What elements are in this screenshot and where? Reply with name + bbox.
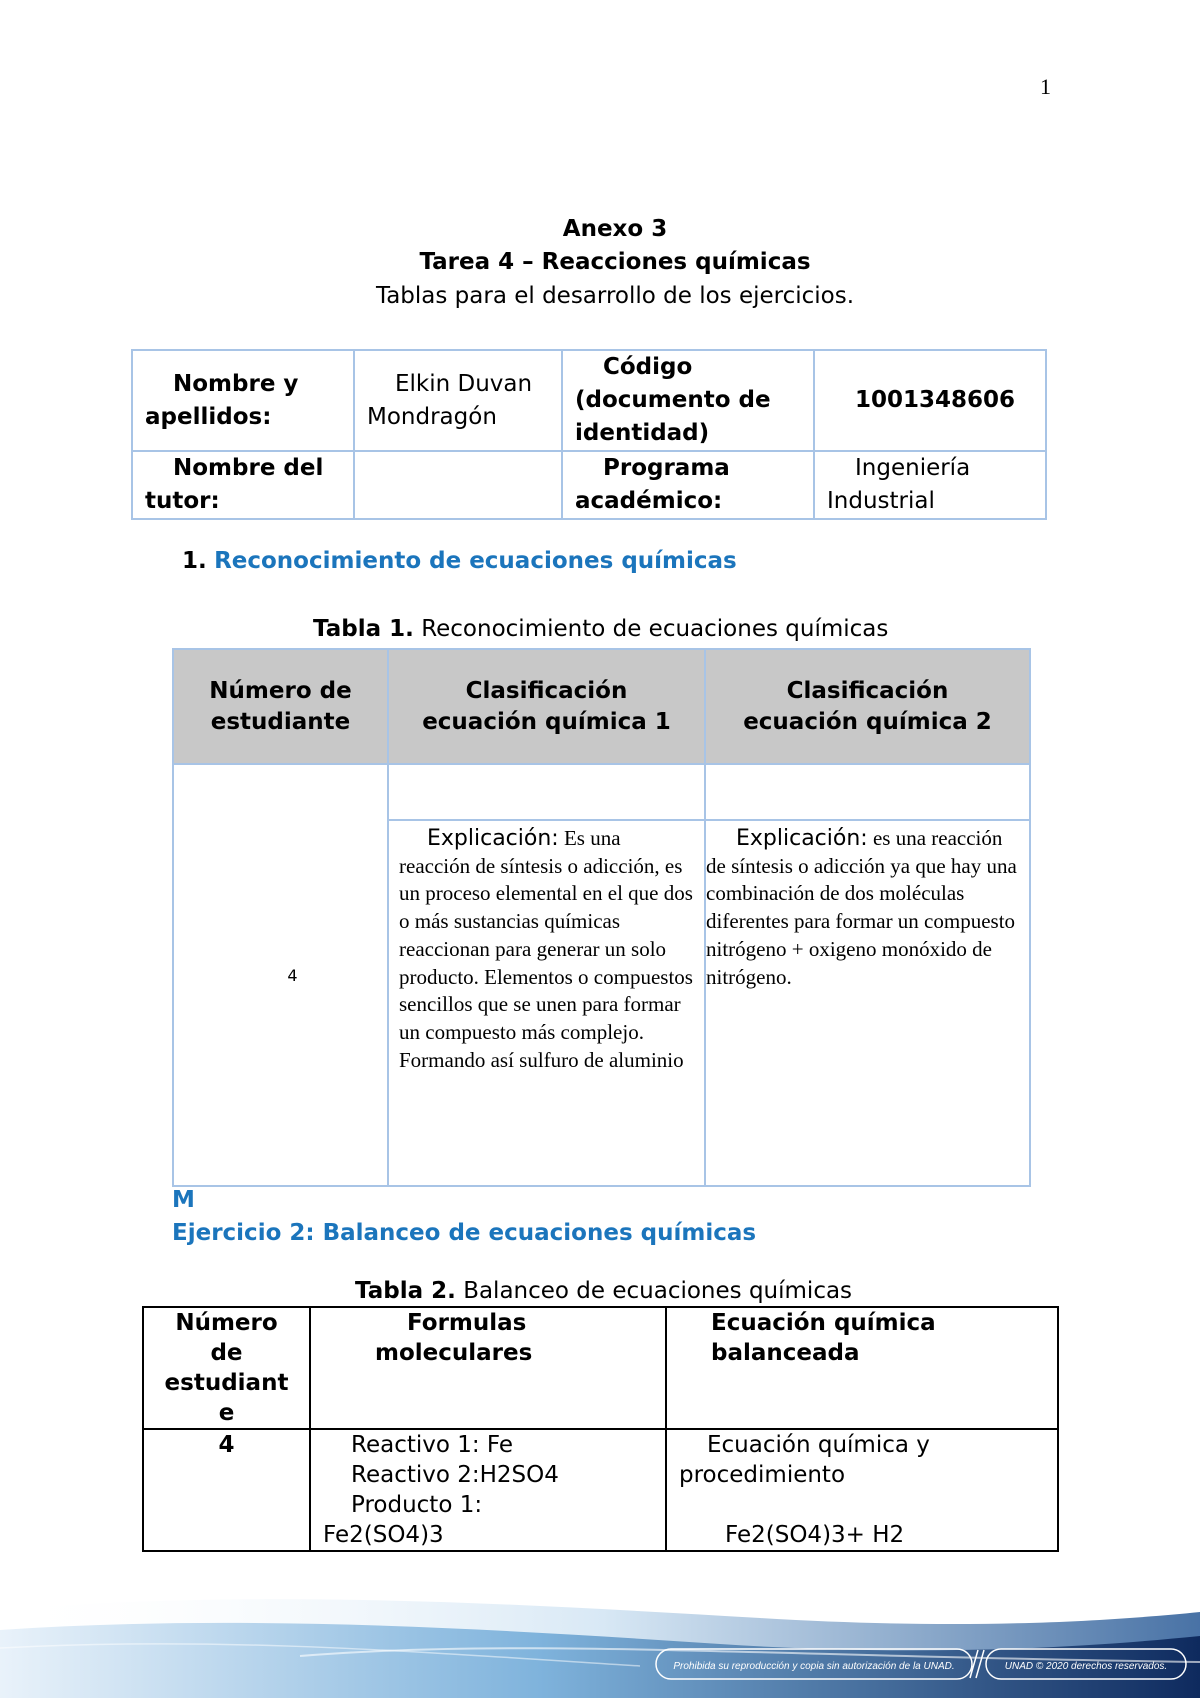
page-number: 1	[1040, 74, 1051, 99]
table-1-student-cell	[173, 764, 388, 1186]
stray-letter: M	[172, 1187, 195, 1213]
table-2-header-formulas-line-2: moleculares	[375, 1340, 533, 1366]
tutor-label: Nombre del tutor:	[145, 455, 324, 514]
tutor-value-cell	[354, 451, 562, 519]
table-1-eq2-explanation-cell	[705, 820, 1030, 1186]
name-value-cell	[354, 350, 562, 451]
table-2-header-student-line-1: Número	[175, 1310, 278, 1336]
section-2-title: Ejercicio 2: Balanceo de ecuaciones químicas	[172, 1220, 757, 1246]
program-value-cell	[814, 451, 1046, 519]
table-1-eq2-explanation-label: Explicación:	[736, 826, 868, 851]
code-value-cell	[814, 350, 1046, 451]
table-1-caption-text: Reconocimiento de ecuaciones químicas	[421, 616, 889, 642]
table-1-eq1-explanation-cell	[388, 820, 705, 1186]
table-1-header-student-text: Número de estudiante	[209, 677, 352, 735]
table-2-header-student	[143, 1307, 310, 1429]
table-2-header-formulas-line-1: Formulas	[407, 1310, 527, 1336]
table-1-caption	[313, 616, 888, 642]
section-1-number: 1.	[182, 548, 207, 574]
table-2-caption	[355, 1278, 852, 1304]
footer-copyright: UNAD © 2020 derechos reservados.	[1004, 1661, 1168, 1672]
table-1-eq1-explanation-text: Es una reacción de síntesis o adicción, es un proceso elemental en el que dos o más sustancias químicas reaccionan para generar un solo producto. Elementos o compuestos sencillos que se unen para formar un compuesto más complejo. Formando así sulfuro de aluminio	[399, 826, 693, 1072]
table-2-formulas-cell	[310, 1429, 666, 1551]
program-label-cell	[562, 451, 814, 519]
name-label: Nombre y apellidos:	[145, 370, 299, 430]
table-1-eq2-explanation-text: es una reacción de síntesis o adicción ya que hay una combinación de dos moléculas diferentes para formar un compuesto nitrógeno + oxigeno monóxido de nitrógeno.	[706, 826, 1017, 989]
table-2-header-formulas	[310, 1307, 666, 1429]
footer-notice: Prohibida su reproducción y copia sin autorización de la UNAD.	[673, 1661, 955, 1672]
program-label: Programa académico:	[575, 455, 730, 514]
table-2-header-student-line-2: de	[210, 1340, 243, 1366]
table-2-equation-line-1: Ecuación química y	[707, 1432, 930, 1458]
table-1-eq1-classification	[388, 764, 705, 820]
table-2-header-student-line-4: e	[218, 1400, 235, 1426]
table-2-equation-line-3: Fe2(SO4)3+ H2	[725, 1522, 905, 1548]
code-label: Código (documento de identidad)	[575, 354, 771, 446]
table-1-header-eq2	[705, 649, 1030, 764]
table-1-header-eq2-text: Clasificación ecuación química 2	[743, 677, 992, 735]
table-1-student-number: 4	[287, 965, 298, 985]
table-2-header-equation	[666, 1307, 1058, 1429]
section-1-title: Reconocimiento de ecuaciones químicas	[214, 548, 737, 574]
table-1-eq2-explanation	[706, 825, 1023, 991]
table-1-eq1-explanation	[399, 825, 696, 1074]
table-1-header-student	[173, 649, 388, 764]
table-2-equation-line-2: procedimiento	[679, 1462, 846, 1488]
task-title: Tarea 4 – Reacciones químicas	[419, 249, 811, 275]
table-2-producto-1-label: Producto 1:	[351, 1492, 483, 1518]
table-2-producto-1-value: Fe2(SO4)3	[323, 1522, 444, 1548]
table-2-header-equation-text: Ecuación química balanceada	[711, 1310, 936, 1366]
table-1-eq2-classification	[705, 764, 1030, 820]
table-2-caption-text: Balanceo de ecuaciones químicas	[463, 1278, 853, 1304]
table-2-reactivo-2: Reactivo 2:H2SO4	[351, 1462, 559, 1488]
annex-title: Anexo 3	[562, 216, 668, 242]
table-1-eq1-explanation-label: Explicación:	[427, 826, 559, 851]
footer-band	[0, 1578, 1200, 1698]
table-2-equation-cell	[666, 1429, 1058, 1551]
code-value: 1001348606	[855, 387, 1016, 413]
table-2	[142, 1306, 1059, 1552]
page-subtitle: Tablas para el desarrollo de los ejercicios.	[375, 283, 855, 309]
tutor-label-cell	[132, 451, 354, 519]
name-label-cell	[132, 350, 354, 451]
table-1-header-eq1-text: Clasificación ecuación química 1	[422, 677, 671, 735]
code-label-cell	[562, 350, 814, 451]
table-1-caption-label: Tabla 1.	[313, 616, 414, 642]
table-2-student-cell	[143, 1429, 310, 1551]
program-value: Ingeniería Industrial	[827, 455, 971, 514]
student-info-table	[131, 349, 1047, 520]
table-1	[172, 648, 1031, 1187]
table-2-header-student-line-3: estudiant	[164, 1370, 289, 1396]
table-2-student-number: 4	[218, 1432, 235, 1458]
section-1-heading	[182, 548, 737, 574]
table-2-caption-label: Tabla 2.	[355, 1278, 456, 1304]
table-1-header-eq1	[388, 649, 705, 764]
name-value: Elkin Duvan Mondragón	[367, 370, 533, 430]
table-2-reactivo-1: Reactivo 1: Fe	[351, 1432, 514, 1458]
